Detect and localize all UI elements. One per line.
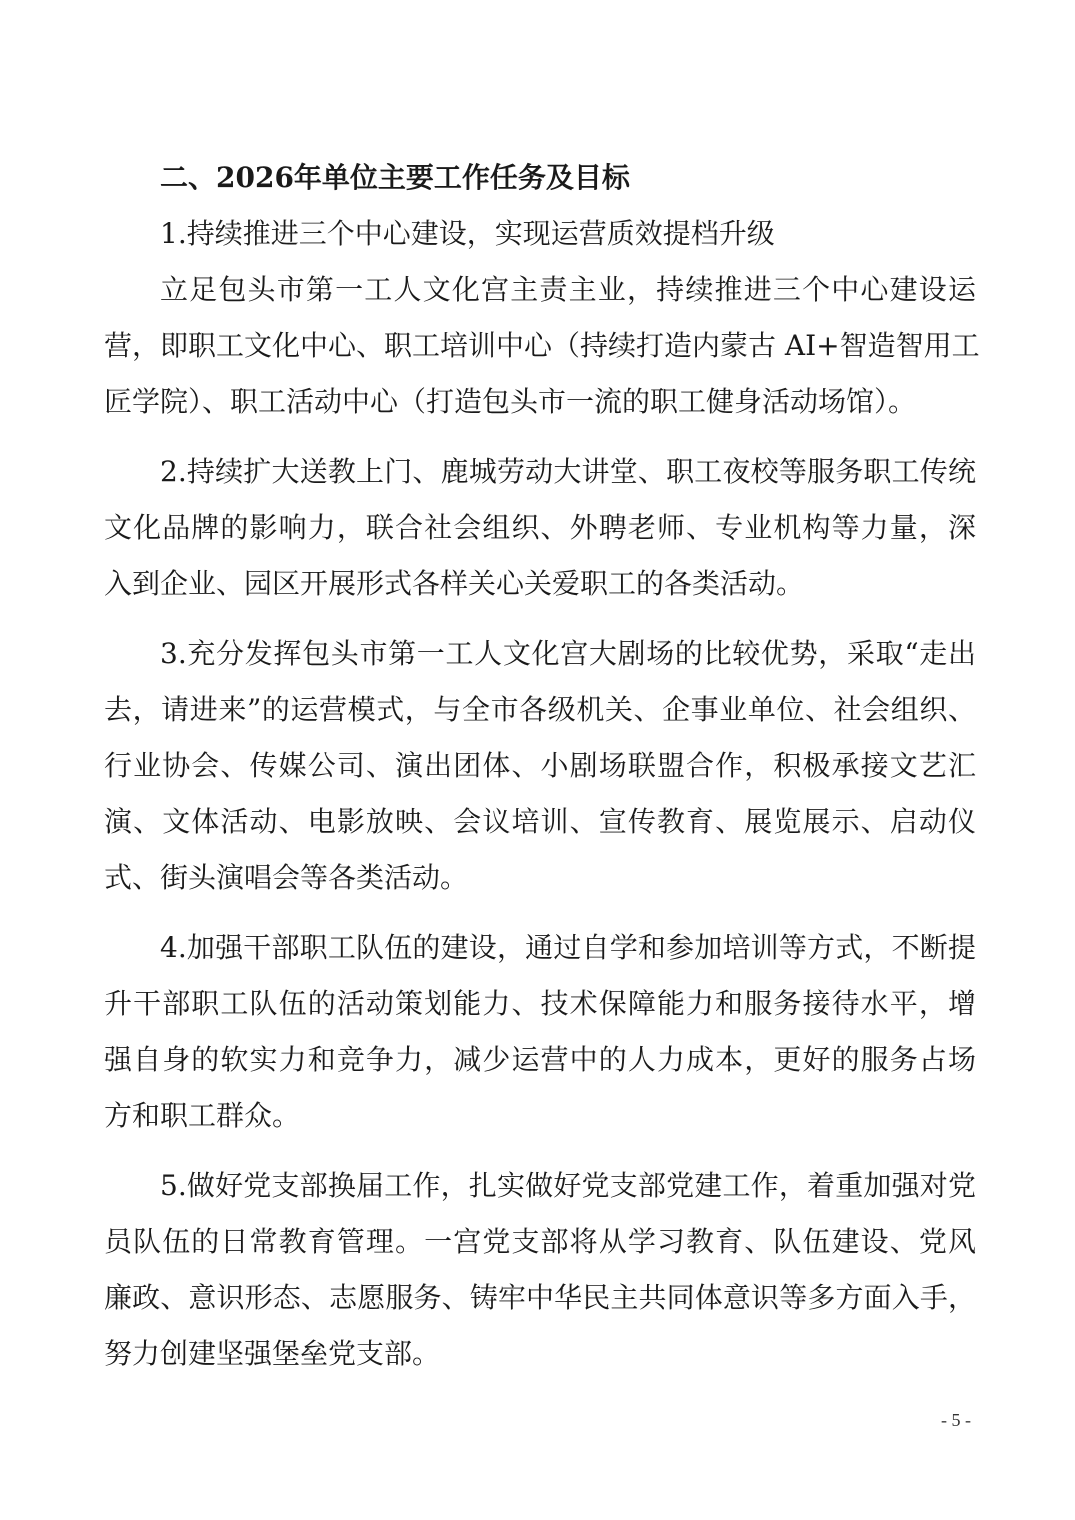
paragraph-line: 员队伍的日常教育管理。一宫党支部将从学习教育、队伍建设、党风 bbox=[104, 1225, 976, 1258]
item-1-paragraph bbox=[104, 262, 980, 430]
item-3-paragraph bbox=[104, 626, 976, 906]
paragraph-line: 文化品牌的影响力，联合社会组织、外聘老师、专业机构等力量，深 bbox=[104, 511, 976, 544]
paragraph-line: 升干部职工队伍的活动策划能力、技术保障能力和服务接待水平，增 bbox=[104, 987, 976, 1020]
paragraph-line: 方和职工群众。 bbox=[104, 1099, 301, 1132]
paragraph-line: 立足包头市第一工人文化宫主责主业，持续推进三个中心建设运 bbox=[160, 273, 976, 306]
paragraph-line: 努力创建坚强堡垒党支部。 bbox=[104, 1337, 441, 1370]
paragraph-line: 营，即职工文化中心、职工培训中心（持续打造内蒙古 AI+智造智用工 bbox=[104, 329, 980, 362]
paragraph-line: 去，请进来”的运营模式，与全市各级机关、企事业单位、社会组织、 bbox=[104, 693, 976, 726]
section-heading: 二、2026年单位主要工作任务及目标 bbox=[160, 161, 630, 194]
paragraph-line: 式、街头演唱会等各类活动。 bbox=[104, 861, 469, 894]
item-2-paragraph bbox=[104, 444, 976, 612]
paragraph-line: 匠学院）、职工活动中心（打造包头市一流的职工健身活动场馆）。 bbox=[104, 385, 917, 418]
item-4-paragraph bbox=[104, 920, 976, 1144]
document-body bbox=[104, 150, 980, 1382]
paragraph-line: 入到企业、园区开展形式各样关心关爱职工的各类活动。 bbox=[104, 567, 805, 600]
item-5-paragraph bbox=[104, 1158, 976, 1382]
paragraph-line: 廉政、意识形态、志愿服务、铸牢中华民主共同体意识等多方面入手， bbox=[104, 1281, 976, 1314]
paragraph-line: 2.持续扩大送教上门、鹿城劳动大讲堂、职工夜校等服务职工传统 bbox=[160, 455, 976, 488]
paragraph-line: 演、文体活动、电影放映、会议培训、宣传教育、展览展示、启动仪 bbox=[104, 805, 976, 838]
paragraph-line: 强自身的软实力和竞争力，减少运营中的人力成本，更好的服务占场 bbox=[104, 1043, 976, 1076]
paragraph-line: 3.充分发挥包头市第一工人文化宫大剧场的比较优势，采取“走出 bbox=[160, 637, 976, 670]
paragraph-line: 行业协会、传媒公司、演出团体、小剧场联盟合作，积极承接文艺汇 bbox=[104, 749, 976, 782]
item-1-title: 1.持续推进三个中心建设，实现运营质效提档升级 bbox=[160, 217, 775, 250]
page-number: - 5 - bbox=[941, 1410, 971, 1430]
paragraph-line: 4.加强干部职工队伍的建设，通过自学和参加培训等方式，不断提 bbox=[160, 931, 976, 964]
paragraph-line: 5.做好党支部换届工作，扎实做好党支部党建工作，着重加强对党 bbox=[160, 1169, 976, 1202]
